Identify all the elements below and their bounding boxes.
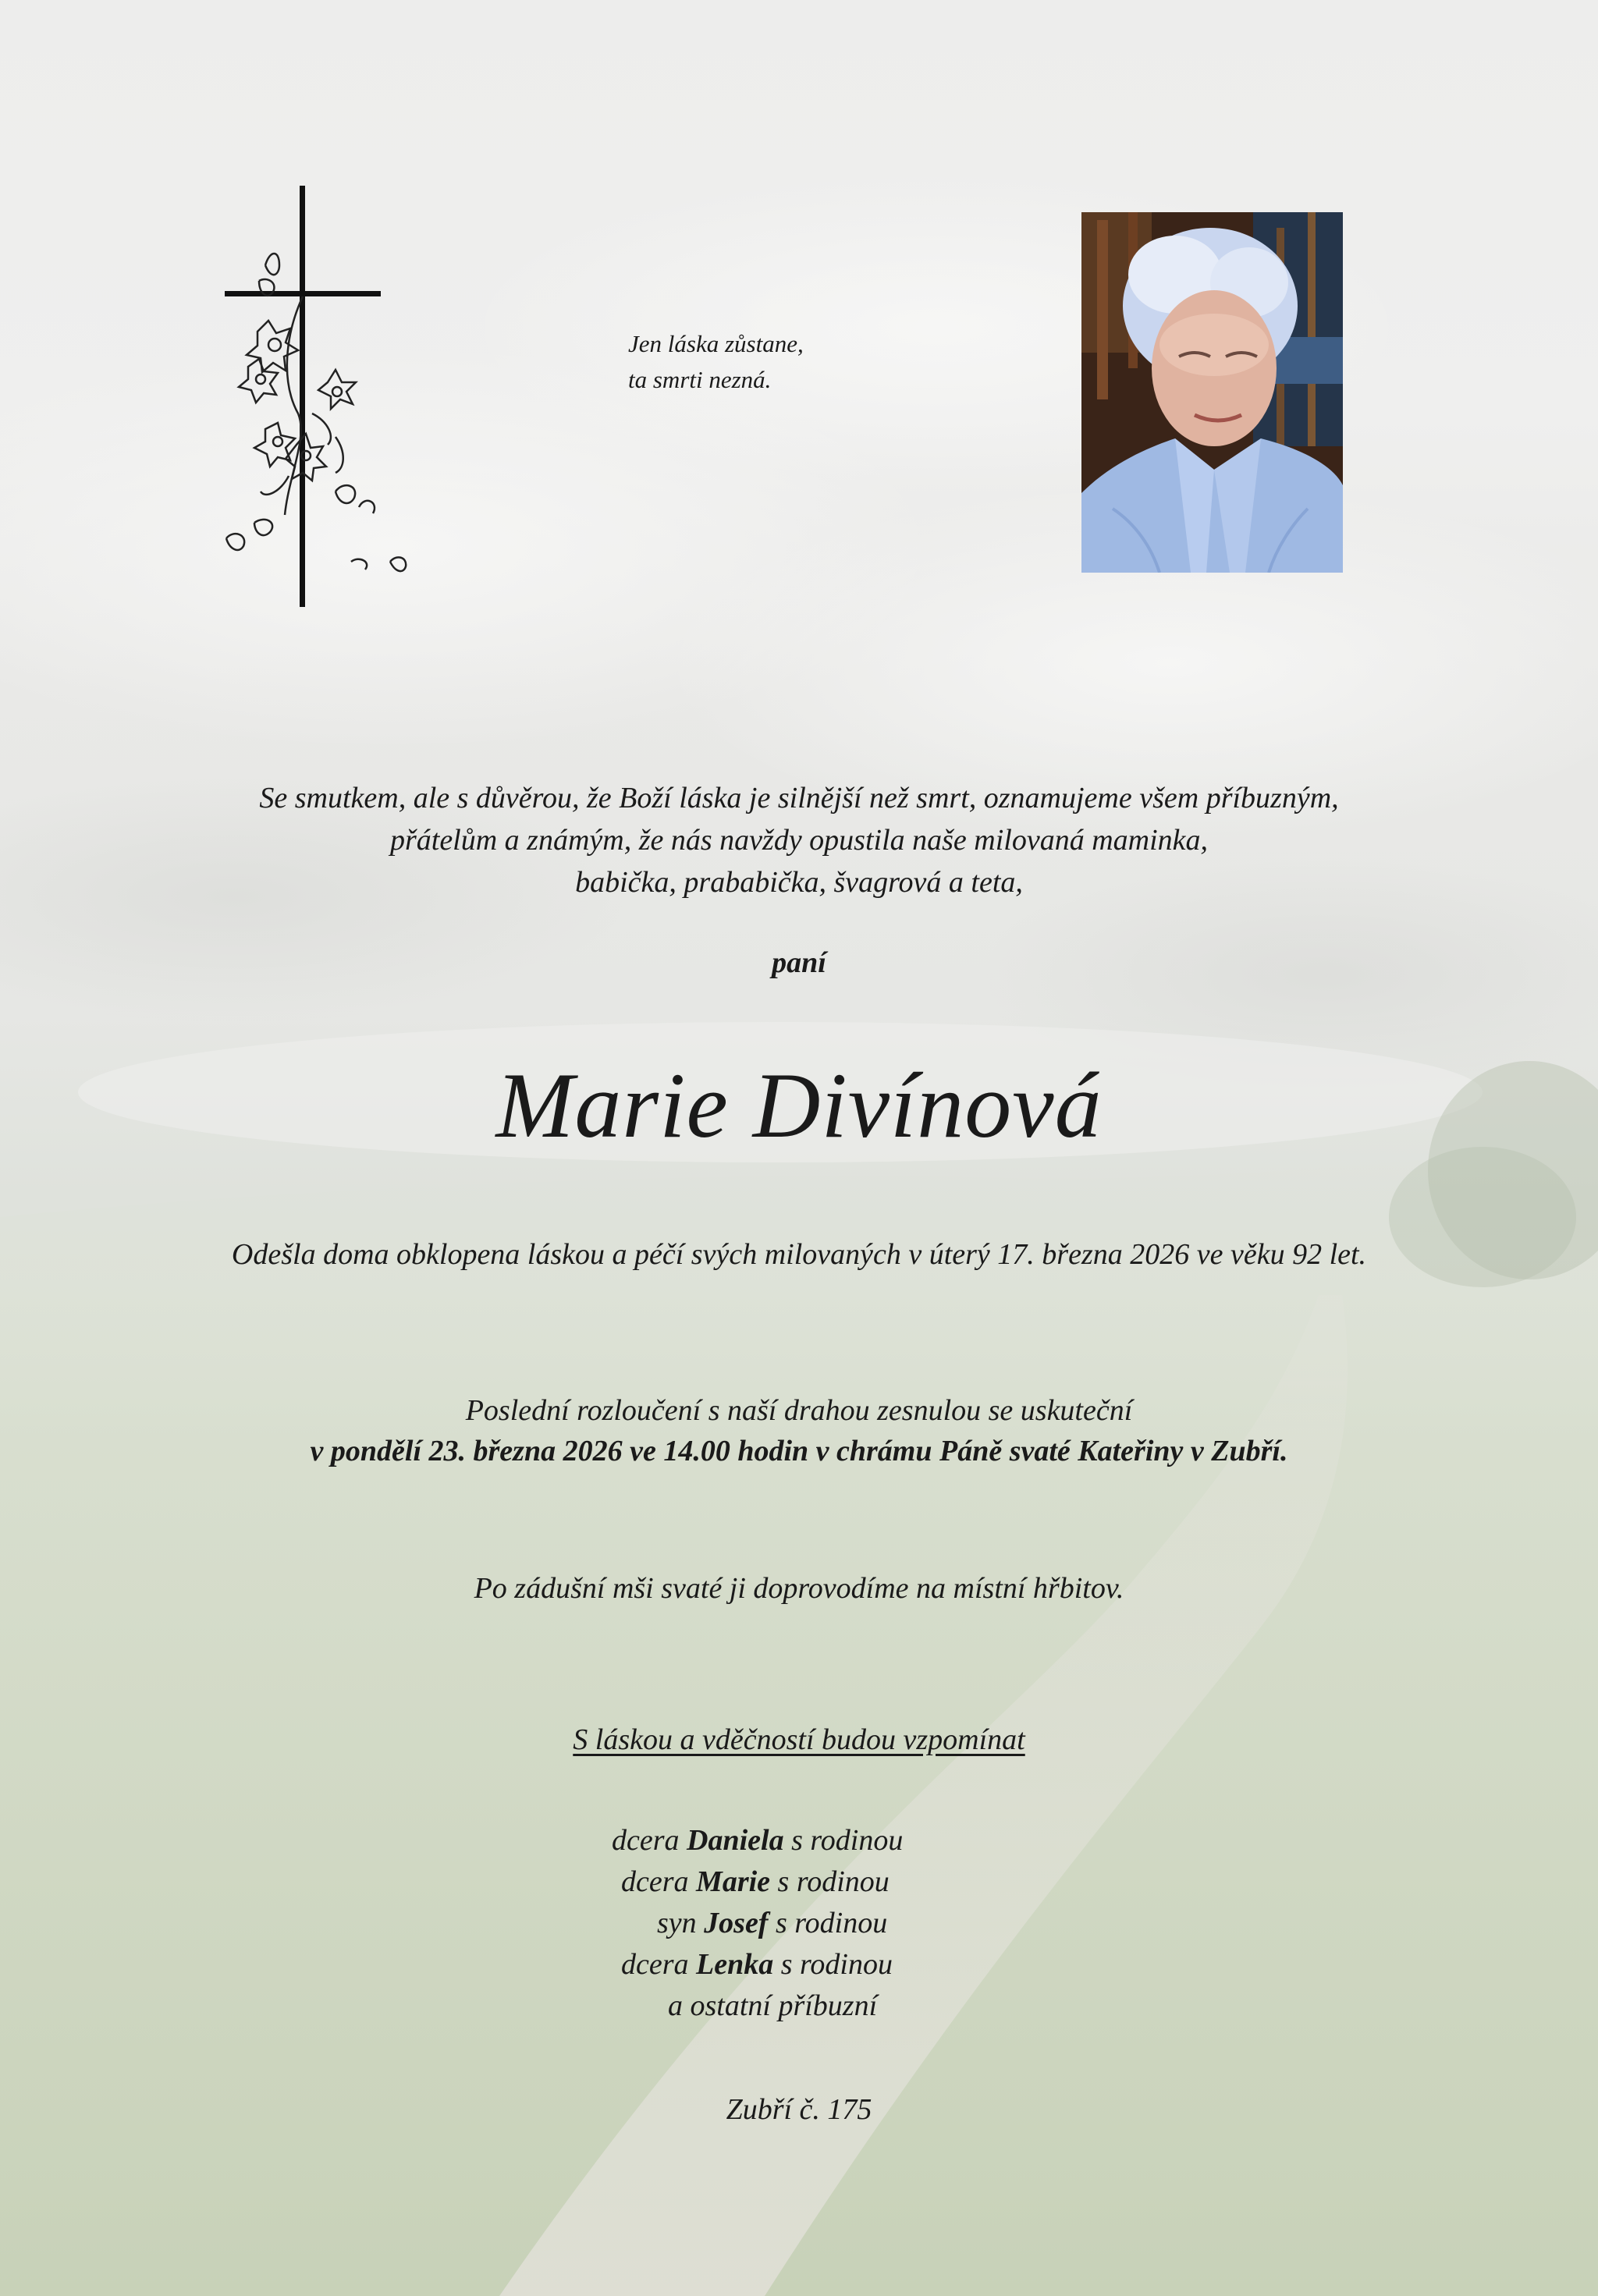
portrait-photo: [1081, 212, 1343, 573]
address: Zubří č. 175: [726, 2093, 872, 2126]
mourner-relation: syn: [657, 1907, 697, 1939]
mourner-row: [609, 1820, 903, 1861]
cross-with-flowers-icon: [211, 179, 445, 616]
mourner-row: [609, 1903, 903, 1944]
mourner-name: Josef: [704, 1907, 769, 1939]
mourner-suffix: s rodinou: [775, 1907, 888, 1939]
mourner-suffix: s rodinou: [791, 1824, 904, 1857]
mourner-relation: dcera: [621, 1865, 689, 1898]
burial-info: Po zádušní mši svaté ji doprovodíme na místní hřbitov.: [474, 1572, 1124, 1605]
death-statement: Odešla doma obklopena láskou a péčí svých milovaných v úterý 17. března 2026 ve věku 92 let.: [231, 1238, 1367, 1271]
mourner-suffix: s rodinou: [780, 1948, 893, 1981]
motto-line-2: ta smrti nezná.: [628, 366, 772, 393]
mourner-relation: dcera: [612, 1824, 680, 1857]
mourner-suffix: s rodinou: [777, 1865, 890, 1898]
mourners-list: [609, 1820, 903, 2027]
mourner-name: Marie: [696, 1865, 771, 1898]
mourner-name: Lenka: [696, 1948, 774, 1981]
announcement-text: [0, 777, 1598, 903]
funeral-info: [0, 1390, 1598, 1471]
motto: [628, 326, 804, 398]
honorific: paní: [772, 946, 826, 979]
mourner-relation: dcera: [621, 1948, 689, 1981]
motto-line-1: Jen láska zůstane,: [628, 330, 804, 357]
funeral-info-line-1: Poslední rozloučení s naší drahou zesnulou se uskuteční: [465, 1394, 1133, 1427]
deceased-name: Marie Divínová: [495, 1053, 1103, 1157]
mourners-heading: S láskou a vděčností budou vzpomínat: [573, 1723, 1025, 1756]
mourner-name: Daniela: [687, 1824, 784, 1857]
announcement-line-2: přátelům a známým, že nás navždy opustila naše milovaná maminka,: [389, 824, 1209, 857]
mourner-row: [609, 1861, 903, 1903]
announcement-line-1: Se smutkem, ale s důvěrou, že Boží láska je silnější než smrt, oznamujeme všem příbuzným,: [259, 782, 1339, 814]
mourner-row: [609, 1944, 903, 1985]
funeral-date-place: v pondělí 23. března 2026 ve 14.00 hodin v chrámu Páně svaté Kateřiny v Zubří.: [310, 1435, 1288, 1467]
announcement-line-3: babička, prababička, švagrová a teta,: [575, 866, 1023, 899]
other-relatives: a ostatní příbuzní: [668, 1989, 878, 2022]
